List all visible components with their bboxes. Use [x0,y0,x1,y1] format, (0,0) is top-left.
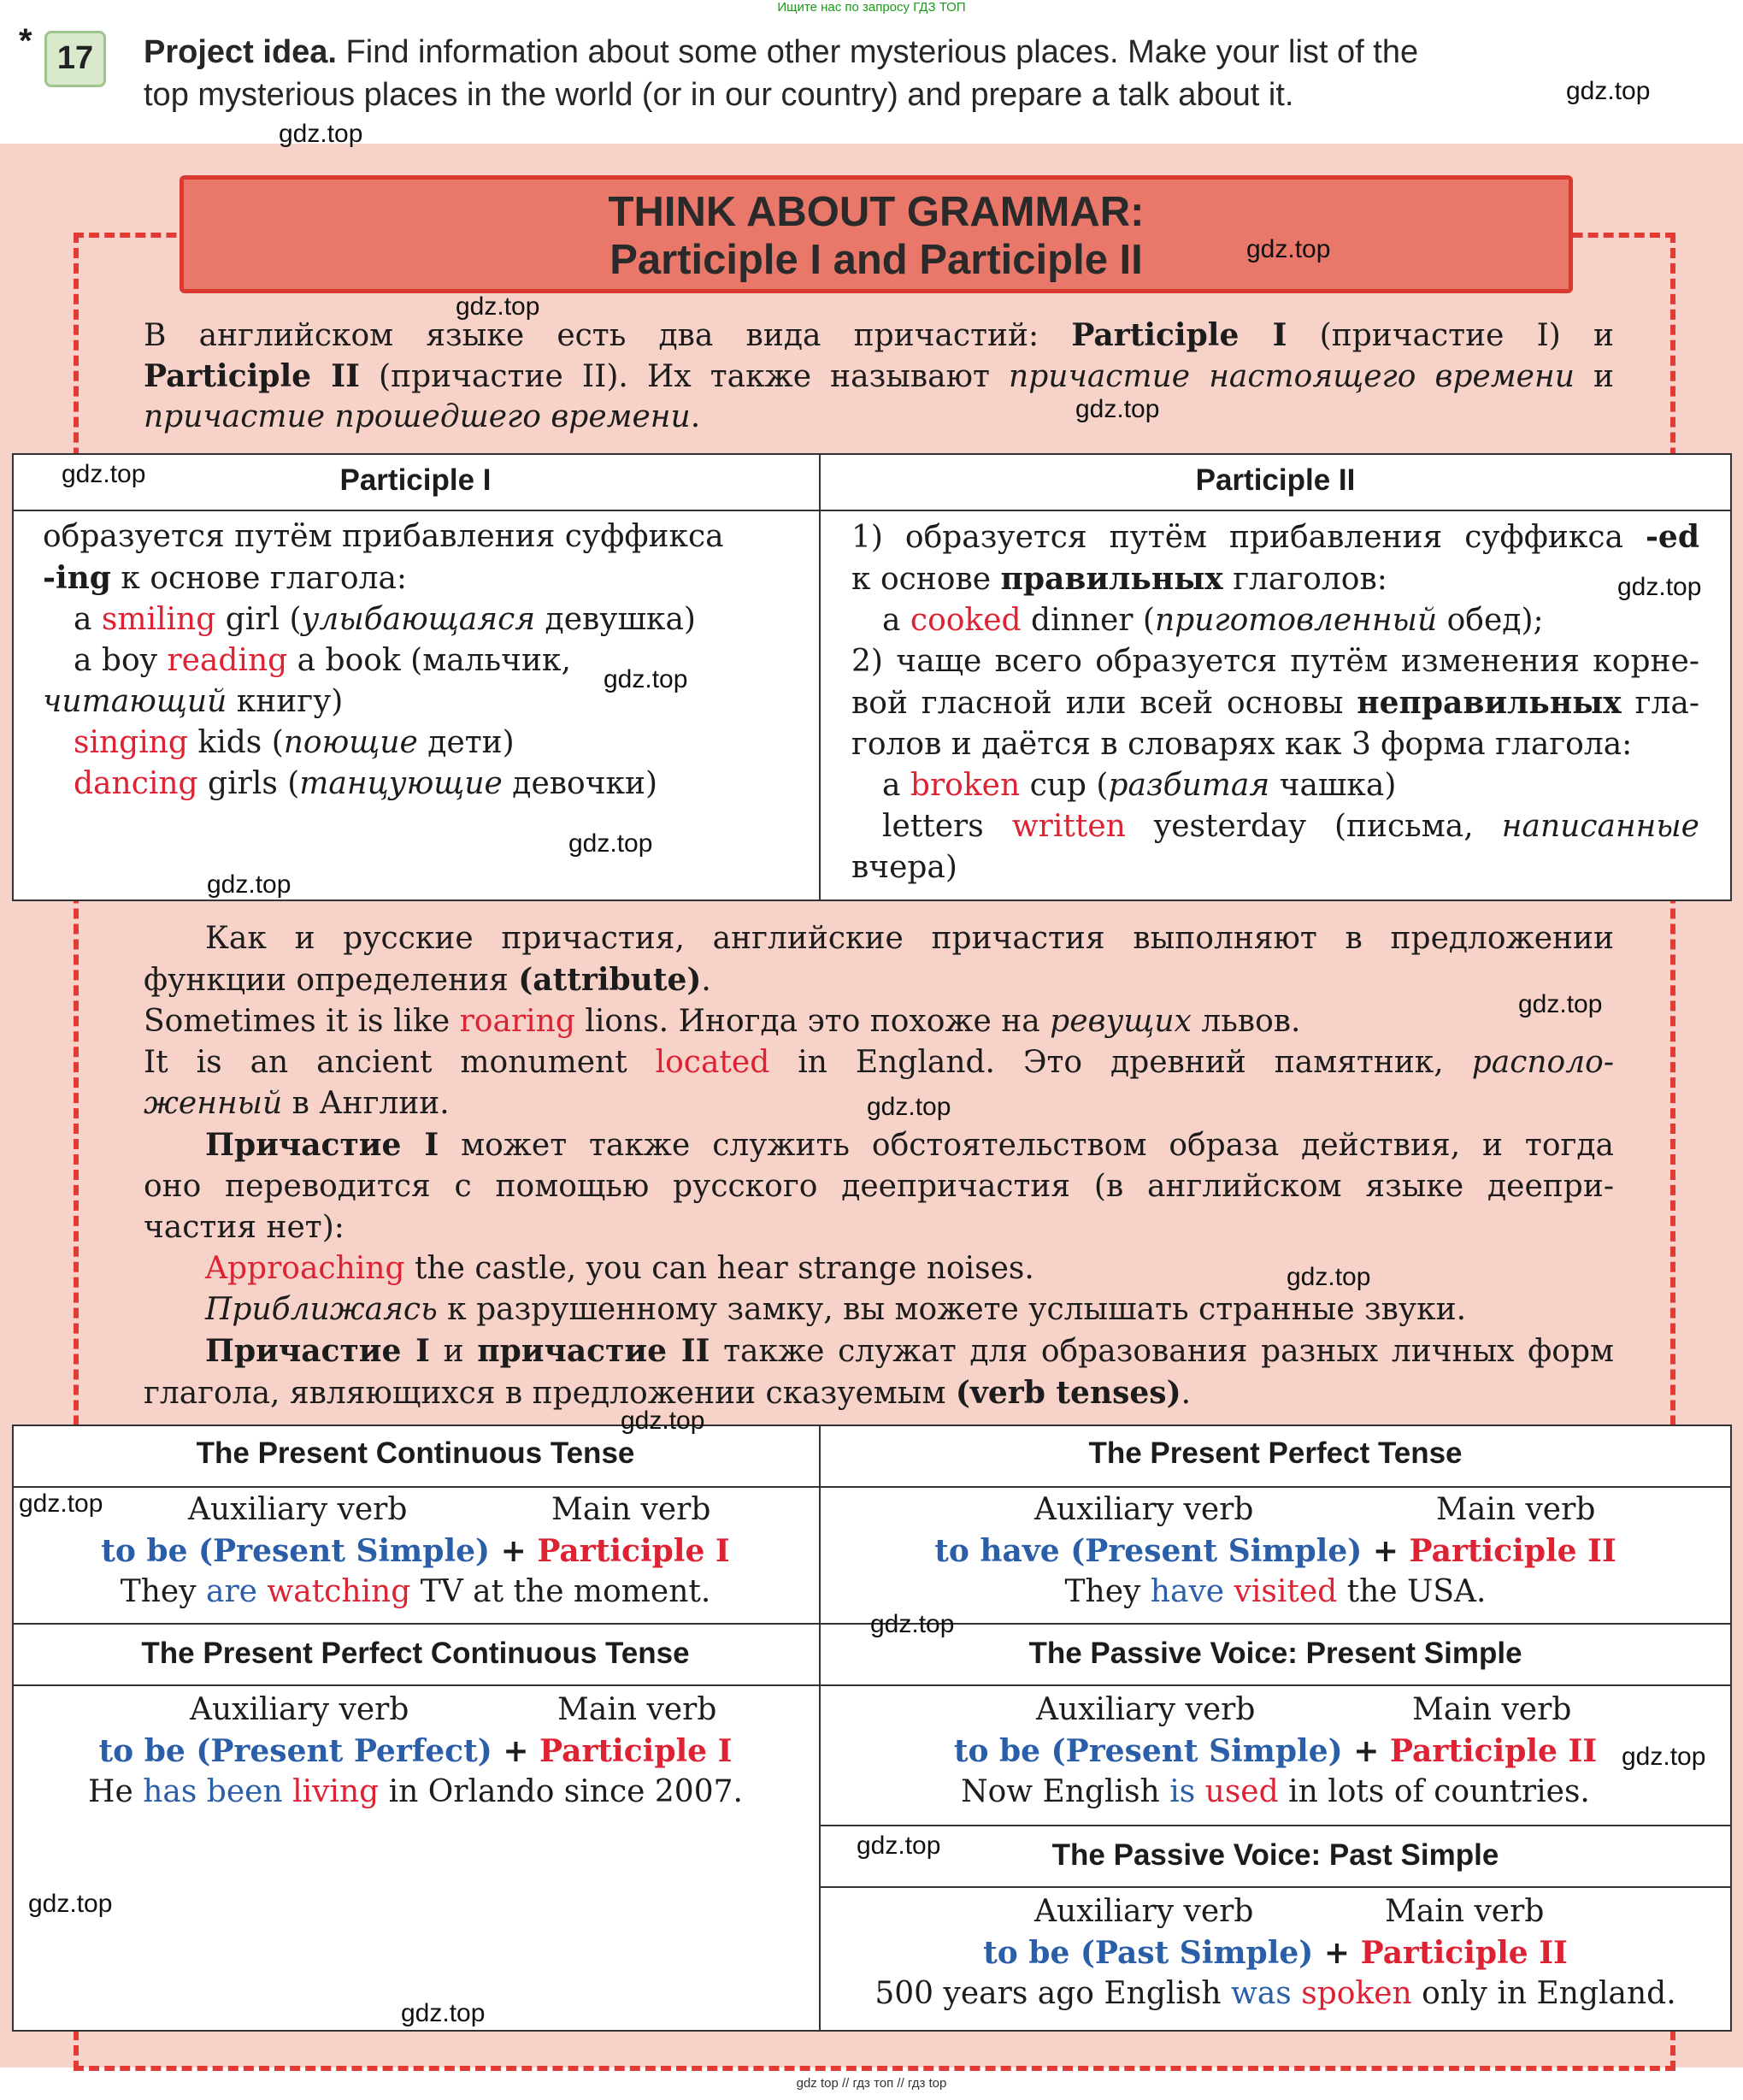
middle-bold: Причастие I [205,1333,430,1369]
participle-word: reading [167,643,288,678]
example-text [283,1774,292,1809]
middle-bold: (verb tenses) [955,1375,1181,1411]
translation: Приближаясь [205,1292,438,1327]
rule-line [43,557,812,599]
example-text [1195,1774,1204,1809]
main-formula: Participle I [537,1533,730,1569]
intro-term: Participle II [144,358,360,394]
rule-text: к основе [851,562,1001,597]
middle-line: Как и русские причастия, английские причастия выполняют в предложении [205,921,1614,956]
middle-line [144,1372,1614,1414]
present-perfect-continuous-formula [12,1731,819,1772]
example-text: Now English [961,1774,1170,1809]
example-main: visited [1234,1574,1338,1609]
example-text: girl ( [215,602,302,637]
example-reading-cont [43,681,812,723]
plus-sign: + [1353,1733,1380,1769]
main-label: Main verb [557,1692,717,1727]
translation: женный [144,1086,283,1121]
example-text: in Orlando since 2007. [379,1774,743,1809]
present-perfect-example [821,1572,1730,1613]
watermark: gdz.top [28,1890,113,1918]
main-label: Main verb [1412,1692,1572,1727]
watermark: gdz.top [62,460,146,488]
example-text: книгу) [227,684,344,719]
translation: ревущих [1050,1004,1192,1039]
intro-text: В английском языке есть два вида причастий: [144,318,1072,353]
example-text [257,1574,267,1609]
middle-explanation [144,918,1614,1414]
middle-text: также служат для образования разных личных форм [710,1334,1615,1369]
intro-line3 [144,397,1614,438]
watermark: gdz.top [1566,77,1651,105]
aux-label: Auxiliary verb [1034,1492,1254,1527]
example-text: kids ( [187,725,284,760]
example-aux: was [1231,1976,1292,2011]
intro-line1 [144,315,1614,357]
watermark: gdz.top [1246,235,1331,263]
participle-i-header: Participle I [339,463,492,497]
middle-line [144,1289,1614,1330]
example-aux: are [205,1574,257,1609]
intro-italic: причастие прошедшего времени [144,399,691,434]
example-text: letters [882,809,1012,844]
middle-text: . [1181,1376,1192,1411]
aux-label: Auxiliary verb [1036,1692,1256,1727]
example-main: living [292,1774,380,1809]
participle-i-rule [43,516,812,805]
aux-formula: to be (Present Simple) [101,1533,491,1569]
grammar-title-box [180,175,1573,293]
middle-text: . [701,963,711,998]
plus-sign: + [503,1733,529,1769]
translation: написанные [1501,809,1699,844]
middle-text: in England. Это древний памятник, [769,1045,1472,1080]
example-text: He [88,1774,144,1809]
translation: читающий [43,684,227,719]
rule-text: к основе глагола: [110,561,408,596]
present-perfect-continuous-title: The Present Perfect Continuous Tense [141,1637,690,1670]
middle-text: the castle, you can hear strange noises. [404,1251,1034,1286]
middle-text: функции определения [144,963,519,998]
star-mark: * [19,22,32,60]
watermark: gdz.top [867,1093,951,1121]
plus-sign: + [1372,1533,1399,1569]
participle-word: located [655,1045,770,1080]
main-formula: Participle I [539,1733,733,1769]
present-continuous-title: The Present Continuous Tense [196,1436,635,1470]
plus-sign: + [1323,1935,1351,1971]
watermark: gdz.top [1075,395,1160,423]
example-text: the USA. [1337,1574,1487,1609]
participle-word: singing [74,725,188,760]
passive-present-simple-formula [821,1731,1730,1772]
present-continuous-formula [12,1531,819,1572]
tense-rule [12,1684,1730,1686]
intro-text: и [1574,359,1615,394]
project-idea-title: Project idea. [144,34,337,70]
example-text: TV at the moment. [410,1574,711,1609]
middle-text: к разрушенному замку, вы можете услышать странные звуки. [437,1292,1467,1327]
example-text: girls ( [197,766,300,801]
participle-word: roaring [459,1004,575,1039]
participle-word: broken [910,768,1021,803]
main-label: Main verb [551,1492,711,1527]
participle-word: Approaching [205,1251,405,1286]
watermark: gdz.top [604,665,688,693]
passive-past-simple-formula [821,1932,1730,1973]
rule-line [851,516,1699,558]
example-text: a boy [74,643,168,678]
translation: располо- [1471,1045,1614,1080]
example-aux: is [1169,1774,1196,1809]
participle-word: smiling [101,602,216,637]
watermark: gdz.top [401,1999,486,2027]
example-text: девушка) [535,602,696,637]
rule-text: вой гласной или всей основы [851,686,1357,721]
example-text: девочки) [502,766,658,801]
project-idea-text [144,31,1682,116]
translation: улыбающаяся [301,602,536,637]
middle-text: может также служить обстоятельством образа действия, и тогда [439,1128,1614,1163]
intro-text: (причастие I) и [1287,318,1615,353]
plus-sign: + [500,1533,527,1569]
example-text: They [1064,1574,1151,1609]
middle-text: в Англии. [282,1086,450,1121]
middle-line: частия нет): [144,1210,344,1245]
rule-line [851,558,1702,601]
rule-line: образуется путём прибавления суффикса [43,519,724,554]
suffix: -ing [43,560,111,596]
example-text: only in England. [1411,1976,1676,2011]
middle-bold: (attribute) [518,962,702,998]
example-text: чашка) [1269,768,1397,803]
present-perfect-title: The Present Perfect Tense [1088,1436,1463,1470]
participle-word: dancing [74,766,198,801]
present-continuous-example [12,1572,819,1613]
example-text: yesterday (письма, [1125,809,1502,844]
example-text [1292,1976,1301,2011]
rule-text: 1) образуется путём прибавления суффикса [851,520,1646,555]
middle-text: It is an ancient monument [144,1045,656,1080]
rule-line: 2) чаще всего образуется путём изменения корне- [851,644,1699,679]
rule-bold: правильных [1000,561,1223,597]
example-text: дети) [417,725,515,760]
translation: танцующие [299,766,503,801]
intro-italic: причастие настоящего времени [1009,359,1575,394]
middle-line [144,1001,1614,1042]
example-text: a [74,602,102,637]
tense-rule [821,1825,1730,1826]
watermark: gdz.top [1622,1743,1706,1771]
watermark: gdz.top [207,870,291,899]
watermark: gdz.top [1287,1263,1371,1291]
aux-formula: to be (Past Simple) [983,1935,1314,1971]
example-written-cont: вчера) [851,850,957,885]
header-note: Ищите нас по запросу ГДЗ ТОП [777,0,966,15]
translation: поющие [283,725,418,760]
intro-text: . [690,399,701,434]
example-text [1224,1574,1234,1609]
main-formula: Participle II [1389,1733,1598,1769]
participle-word: written [1011,809,1126,844]
participle-ii-rule [851,516,1702,888]
example-main: used [1204,1774,1279,1809]
aux-label: Auxiliary verb [1034,1894,1254,1929]
rule-line: голов и даётся в словарях как 3 форма глагола: [851,727,1633,762]
example-main: spoken [1301,1976,1412,2011]
middle-line [144,1330,1614,1372]
watermark: gdz.top [870,1610,955,1638]
watermark: gdz.top [568,829,653,858]
footer-note: gdz top // гдз топ // гдз top [796,2076,947,2091]
middle-text: глагола, являющихся в предложении сказуемым [144,1376,956,1411]
watermark: gdz.top [1617,573,1702,601]
aux-formula: to be (Present Simple) [953,1733,1343,1769]
example-text: 500 years ago English [874,1976,1232,2011]
passive-past-simple-example [821,1973,1730,2014]
example-main: watching [267,1574,411,1609]
example-text: dinner ( [1021,603,1155,638]
intro-term: Participle I [1071,317,1287,353]
present-perfect-formula [821,1531,1730,1572]
suffix: -ed [1645,519,1699,555]
main-label: Main verb [1436,1492,1596,1527]
rule-text: глаголов: [1222,562,1387,597]
rule-bold: неправильных [1357,685,1622,721]
tense-rule [12,1486,1730,1488]
example-text: in lots of countries. [1278,1774,1590,1809]
example-reading [43,640,812,681]
example-dancing [43,764,812,805]
middle-text: Sometimes it is like [144,1004,460,1039]
passive-past-simple-title: The Passive Voice: Past Simple [1051,1838,1499,1872]
present-perfect-continuous-example [12,1772,819,1813]
example-written [851,806,1699,847]
middle-text: львов. [1191,1004,1301,1039]
main-formula: Participle II [1360,1935,1568,1971]
passive-present-simple-title: The Passive Voice: Present Simple [1028,1637,1522,1670]
participle-table-divider [819,453,821,900]
watermark: gdz.top [621,1407,705,1435]
participle-ii-header: Participle II [1195,463,1356,497]
participle-table-header-rule [12,510,1730,511]
watermark: gdz.top [19,1489,103,1518]
middle-line [144,959,1614,1001]
translation: разбитая [1108,768,1270,803]
example-text: a book (мальчик, [287,643,571,678]
middle-text: и [429,1334,478,1369]
example-singing [43,723,812,764]
grammar-title-line2: Participle I and Participle II [609,237,1143,283]
grammar-title-line1: THINK ABOUT GRAMMAR: [608,189,1145,235]
passive-present-simple-example [821,1772,1730,1813]
aux-label: Auxiliary verb [190,1692,409,1727]
middle-line [144,1124,1614,1166]
watermark: gdz.top [857,1832,941,1860]
example-text: a [882,603,910,638]
middle-bold: Причастие I [205,1127,439,1163]
example-text: a [882,768,910,803]
watermark: gdz.top [279,120,363,148]
middle-text: lions. Иногда это похоже на [574,1004,1051,1039]
project-idea-line2: top mysterious places in the world (or in our country) and prepare a talk about it. [144,77,1294,113]
main-formula: Participle II [1409,1533,1616,1569]
example-smiling [43,599,812,640]
intro-text: (причастие II). Их также называют [359,359,1010,394]
middle-bold: причастие II [477,1333,710,1369]
aux-formula: to be (Present Perfect) [98,1733,492,1769]
translation: приготовленный [1154,603,1438,638]
rule-text: гла- [1621,686,1699,721]
middle-line [144,1042,1614,1083]
aux-formula: to have (Present Simple) [934,1533,1363,1569]
project-idea-line1: Find information about some other mysterious places. Make your list of the [345,34,1419,70]
example-text: обед); [1437,603,1544,638]
example-cooked [851,600,1699,641]
tense-rule [821,1886,1730,1888]
example-aux: have [1150,1574,1225,1609]
intro-line2 [144,356,1614,398]
middle-line: оно переводится с помощью русского деепричастия (в английском языке деепри- [144,1169,1614,1204]
exercise-number: 17 [44,31,106,87]
example-text: They [120,1574,206,1609]
example-broken [851,765,1699,806]
example-aux: has been [143,1774,283,1809]
middle-line [144,1248,1614,1289]
main-label: Main verb [1385,1894,1545,1929]
watermark: gdz.top [1518,990,1603,1018]
aux-label: Auxiliary verb [188,1492,408,1527]
rule-line [851,682,1699,724]
watermark: gdz.top [456,292,540,321]
participle-word: cooked [910,603,1022,638]
example-text: cup ( [1020,768,1109,803]
